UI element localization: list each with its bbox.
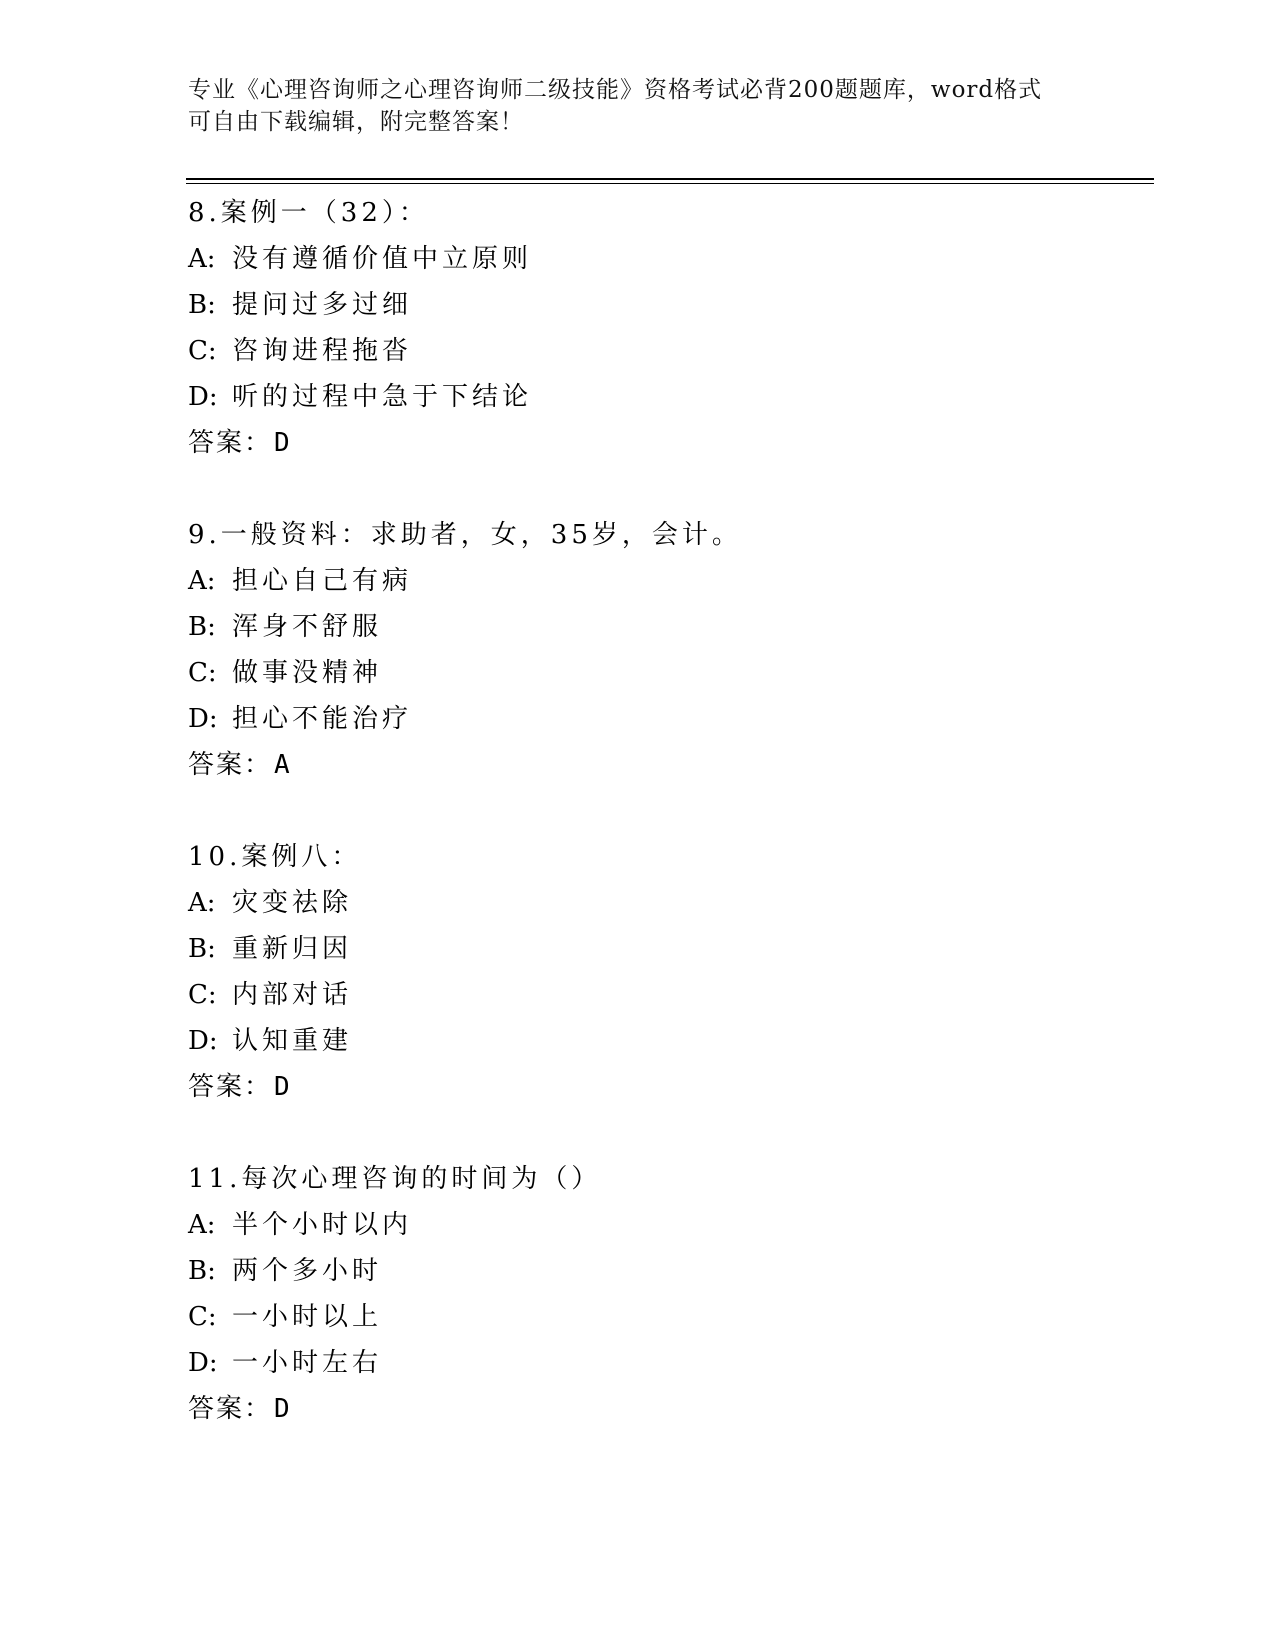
header-line-1: 专业《心理咨询师之心理咨询师二级技能》资格考试必背200题题库，word格式 xyxy=(188,77,1043,103)
option-label: B: xyxy=(188,612,216,642)
option-b xyxy=(188,604,1148,650)
question-stem: 9.一般资料：求助者，女，35岁，会计。 xyxy=(188,520,742,550)
option-text: 担心不能治疗 xyxy=(232,704,413,734)
document-header xyxy=(188,74,1088,138)
option-a xyxy=(188,1202,1148,1248)
option-label: D: xyxy=(188,382,218,412)
option-text: 重新归因 xyxy=(232,934,353,964)
question-stem: 8.案例一（32）： xyxy=(188,198,429,228)
question-11 xyxy=(188,1156,1148,1432)
question-stem: 10.案例八： xyxy=(188,842,362,872)
option-a xyxy=(188,880,1148,926)
option-text: 一小时左右 xyxy=(232,1348,383,1378)
option-text: 咨询进程拖沓 xyxy=(232,336,413,366)
option-a xyxy=(188,558,1148,604)
answer-value: D xyxy=(274,1072,290,1102)
question-list xyxy=(188,190,1148,1478)
option-a xyxy=(188,236,1148,282)
option-label: A: xyxy=(188,1210,216,1240)
option-label: A: xyxy=(188,244,216,274)
option-label: C: xyxy=(188,336,217,366)
option-label: B: xyxy=(188,934,216,964)
option-label: D: xyxy=(188,704,218,734)
option-label: C: xyxy=(188,658,217,688)
option-c xyxy=(188,650,1148,696)
question-8 xyxy=(188,190,1148,466)
answer-value: D xyxy=(274,1394,290,1424)
answer-label: 答案： xyxy=(188,750,273,780)
option-c xyxy=(188,1294,1148,1340)
option-b xyxy=(188,926,1148,972)
question-stem: 11.每次心理咨询的时间为（） xyxy=(188,1164,602,1194)
answer-line xyxy=(188,1386,1148,1432)
option-text: 灾变祛除 xyxy=(232,888,353,918)
option-label: C: xyxy=(188,980,217,1010)
answer-value: D xyxy=(274,428,290,458)
option-label: B: xyxy=(188,290,216,320)
option-b xyxy=(188,282,1148,328)
option-text: 听的过程中急于下结论 xyxy=(232,382,533,412)
option-label: D: xyxy=(188,1348,218,1378)
option-c xyxy=(188,972,1148,1018)
option-text: 内部对话 xyxy=(232,980,353,1010)
option-label: A: xyxy=(188,888,216,918)
option-text: 担心自己有病 xyxy=(232,566,413,596)
option-d xyxy=(188,696,1148,742)
answer-value: A xyxy=(274,750,290,780)
option-text: 没有遵循价值中立原则 xyxy=(232,244,533,274)
answer-line xyxy=(188,1064,1148,1110)
option-b xyxy=(188,1248,1148,1294)
header-divider-thick xyxy=(186,178,1154,180)
option-label: C: xyxy=(188,1302,217,1332)
question-10 xyxy=(188,834,1148,1110)
answer-label: 答案： xyxy=(188,1394,273,1424)
answer-label: 答案： xyxy=(188,1072,273,1102)
answer-label: 答案： xyxy=(188,428,273,458)
option-text: 提问过多过细 xyxy=(232,290,413,320)
header-line-2: 可自由下载编辑，附完整答案！ xyxy=(188,109,524,135)
option-label: B: xyxy=(188,1256,216,1286)
option-d xyxy=(188,374,1148,420)
option-text: 认知重建 xyxy=(232,1026,353,1056)
option-text: 浑身不舒服 xyxy=(232,612,383,642)
header-divider-thin xyxy=(186,183,1154,184)
option-label: D: xyxy=(188,1026,218,1056)
answer-line xyxy=(188,420,1148,466)
option-d xyxy=(188,1340,1148,1386)
option-c xyxy=(188,328,1148,374)
option-text: 半个小时以内 xyxy=(232,1210,413,1240)
answer-line xyxy=(188,742,1148,788)
option-d xyxy=(188,1018,1148,1064)
question-9 xyxy=(188,512,1148,788)
option-text: 两个多小时 xyxy=(232,1256,383,1286)
option-text: 做事没精神 xyxy=(232,658,383,688)
option-text: 一小时以上 xyxy=(232,1302,383,1332)
option-label: A: xyxy=(188,566,216,596)
